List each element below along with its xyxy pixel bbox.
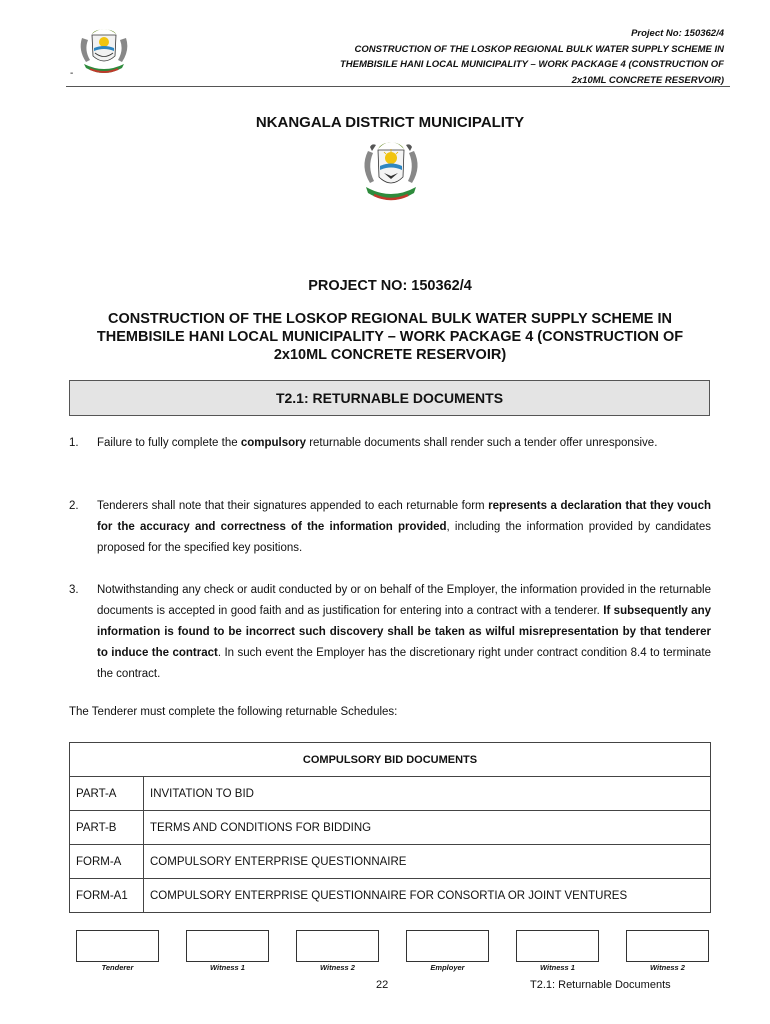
paragraph-number: 2. [69,500,79,512]
signature-label: Tenderer [101,963,134,972]
paragraph-3 [69,580,711,685]
signature-label: Witness 1 [210,963,245,972]
signature-box-witness-1[interactable] [516,930,599,962]
document-code: PART-A [70,777,144,811]
table-row [70,811,711,845]
signature-box-witness-2[interactable] [626,930,709,962]
bold-run: If subsequently any information is found to be incorrect such discovery shall be taken as wilful misrepresentation by that tenderer to induce the contract [97,605,711,659]
text-run: Failure to fully complete the [97,437,241,449]
bold-run: represents a declaration that they vouch for the accuracy and correctness of the information provided [97,500,712,533]
signature-label: Employer [430,963,465,972]
table-row [70,777,711,811]
paragraph-text [97,580,711,685]
document-code: FORM-A1 [70,879,144,913]
municipality-title: NKANGALA DISTRICT MUNICIPALITY [255,114,525,131]
header-title-line: THEMBISILE HANI LOCAL MUNICIPALITY – WORK PACKAGE 4 (CONSTRUCTION OF [339,59,724,70]
header-title-line: CONSTRUCTION OF THE LOSKOP REGIONAL BULK WATER SUPPLY SCHEME IN [354,43,724,55]
table-row [70,845,711,879]
header-title-line: 2x10ML CONCRETE RESERVOIR) [571,74,724,86]
page-number: 22 [376,979,389,991]
footer-title: T2.1: Returnable Documents [530,979,671,991]
signature-box-witness-1[interactable] [186,930,269,962]
paragraph-text [97,496,711,559]
text-run: , including the information provided by candidates proposed for the specified key positions. [97,521,711,554]
table-heading: COMPULSORY BID DOCUMENTS [70,743,711,777]
signature-box-witness-2[interactable] [296,930,379,962]
section-heading: T2.1: RETURNABLE DOCUMENTS [69,380,710,416]
paragraph-number: 3. [69,584,79,596]
municipal-crest-icon [348,133,434,211]
project-title-line: THEMBISILE HANI LOCAL MUNICIPALITY – WORK PACKAGE 4 (CONSTRUCTION OF [96,329,684,345]
document-description: INVITATION TO BID [144,777,711,811]
project-title-line: CONSTRUCTION OF THE LOSKOP REGIONAL BULK WATER SUPPLY SCHEME IN [108,311,672,327]
header-rule [66,86,730,87]
bid-documents-table [69,742,711,913]
paragraph-1 [69,433,711,454]
header-text [244,26,724,88]
document-description: COMPULSORY ENTERPRISE QUESTIONNAIRE [144,845,711,879]
bold-run: compulsory [240,437,307,449]
signature-label: Witness 2 [320,963,355,972]
signature-box-employer[interactable] [406,930,489,962]
document-description: TERMS AND CONDITIONS FOR BIDDING [144,811,711,845]
text-run: returnable documents shall render such a tender offer unresponsive. [306,437,658,449]
document-description: COMPULSORY ENTERPRISE QUESTIONNAIRE FOR CONSORTIA OR JOINT VENTURES [144,879,711,913]
project-number: PROJECT NO: 150362/4 [308,278,472,294]
header-project-line: Project No: 150362/4 [631,28,724,39]
paragraph-number: 1. [69,437,79,449]
signature-box-tenderer[interactable] [76,930,159,962]
paragraph-text [97,433,711,454]
project-title [40,310,740,364]
header-dash: - [70,68,74,79]
table-header-row [70,743,711,777]
paragraph-2 [69,496,711,559]
text-run: . In such event the Employer has the discretionary right under contract condition 8.4 to terminate the contract. [97,647,711,680]
schedules-intro: The Tenderer must complete the following returnable Schedules: [69,706,398,718]
text-run: Tenderers shall note that their signatures appended to each returnable form [97,500,489,512]
signature-label: Witness 1 [540,963,575,972]
document-code: FORM-A [70,845,144,879]
municipal-crest-icon [64,20,144,82]
text-run: Notwithstanding any check or audit conducted by or on behalf of the Employer, the information provided in the returnable documents is accepted in good faith and as justification for entering into a contract with a tenderer. [97,584,711,617]
project-title-line: 2x10ML CONCRETE RESERVOIR) [273,347,507,363]
document-code: PART-B [70,811,144,845]
signature-label: Witness 2 [650,963,685,972]
table-row [70,879,711,913]
